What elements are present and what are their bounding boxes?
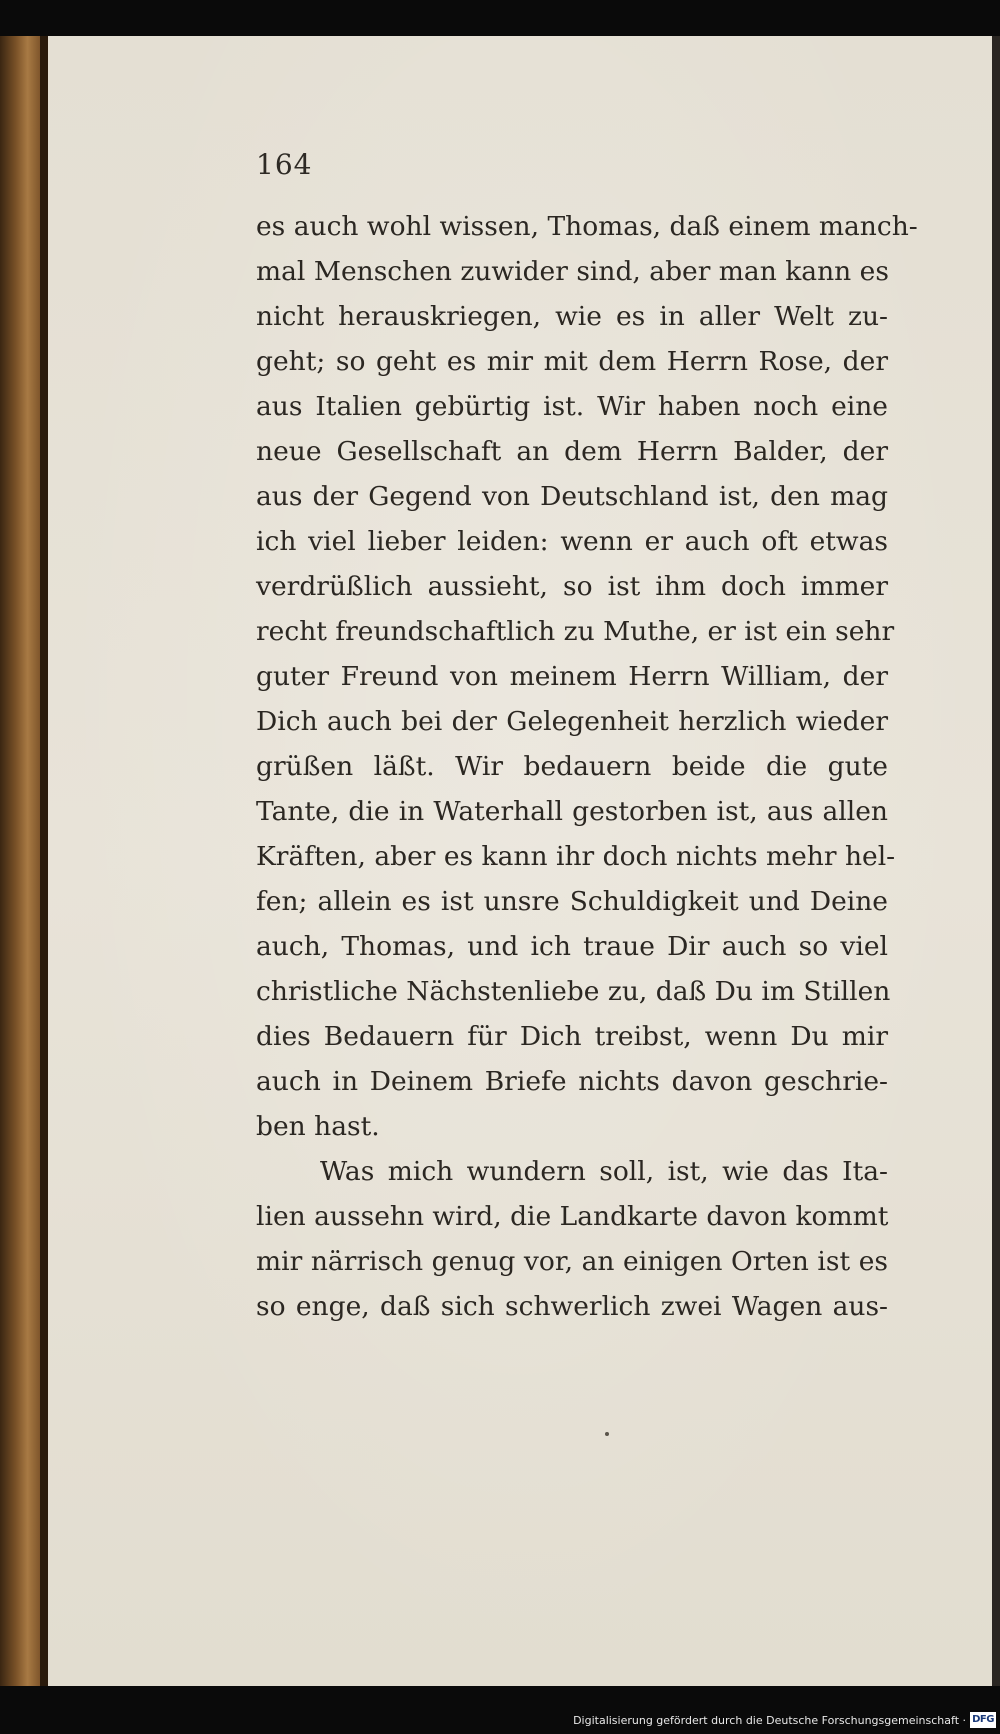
text-line: mal Menschen zuwider sind, aber man kann es — [256, 256, 889, 287]
text-line: geht; so geht es mir mit dem Herrn Rose, der — [256, 346, 888, 377]
text-line: dies Bedauern für Dich treibst, wenn Du mir — [256, 1021, 888, 1052]
text-line: verdrüßlich aussieht, so ist ihm doch immer — [256, 571, 888, 602]
text-line: christliche Nächstenliebe zu, daß Du im Stillen — [256, 976, 891, 1007]
text-line: neue Gesellschaft an dem Herrn Balder, der — [256, 436, 888, 467]
page-number: 164 — [256, 148, 313, 181]
top-border — [0, 0, 1000, 36]
text-line: es auch wohl wissen, Thomas, daß einem manch- — [256, 211, 918, 242]
text-line: so enge, daß sich schwerlich zwei Wagen aus- — [256, 1291, 888, 1322]
text-line: ben hast. — [256, 1111, 380, 1142]
text-line: auch in Deinem Briefe nichts davon geschrie- — [256, 1066, 888, 1097]
text-line: Kräften, aber es kann ihr doch nichts mehr hel- — [256, 841, 896, 872]
footer-credit: Digitalisierung gefördert durch die Deutsche Forschungsgemeinschaft · — [573, 1714, 966, 1727]
text-line: aus Italien gebürtig ist. Wir haben noch eine — [256, 391, 888, 422]
text-line: grüßen läßt. Wir bedauern beide die gute — [256, 751, 888, 782]
text-line: recht freundschaftlich zu Muthe, er ist ein sehr — [256, 616, 895, 647]
text-line: mir närrisch genug vor, an einigen Orten ist es — [256, 1246, 888, 1277]
paper-speck — [605, 1432, 609, 1436]
text-line: lien aussehn wird, die Landkarte davon kommt — [256, 1201, 889, 1232]
text-line: auch, Thomas, und ich traue Dir auch so viel — [256, 931, 888, 962]
text-line-paragraph-start: Was mich wundern soll, ist, wie das Ita- — [320, 1156, 888, 1187]
body-text — [256, 204, 918, 1329]
text-line: fen; allein es ist unsre Schuldigkeit und Deine — [256, 886, 888, 917]
text-line: Tante, die in Waterhall gestorben ist, aus allen — [256, 796, 888, 827]
text-line: Dich auch bei der Gelegenheit herzlich wieder — [256, 706, 888, 737]
page-right-edge — [992, 36, 1000, 1686]
text-line: ich viel lieber leiden: wenn er auch oft etwas — [256, 526, 888, 557]
dfg-logo-icon: DFG — [970, 1712, 996, 1728]
text-line: aus der Gegend von Deutschland ist, den mag — [256, 481, 888, 512]
text-line: nicht herauskriegen, wie es in aller Welt zu- — [256, 301, 888, 332]
text-line: guter Freund von meinem Herrn William, der — [256, 661, 888, 692]
book-gutter — [40, 36, 48, 1686]
